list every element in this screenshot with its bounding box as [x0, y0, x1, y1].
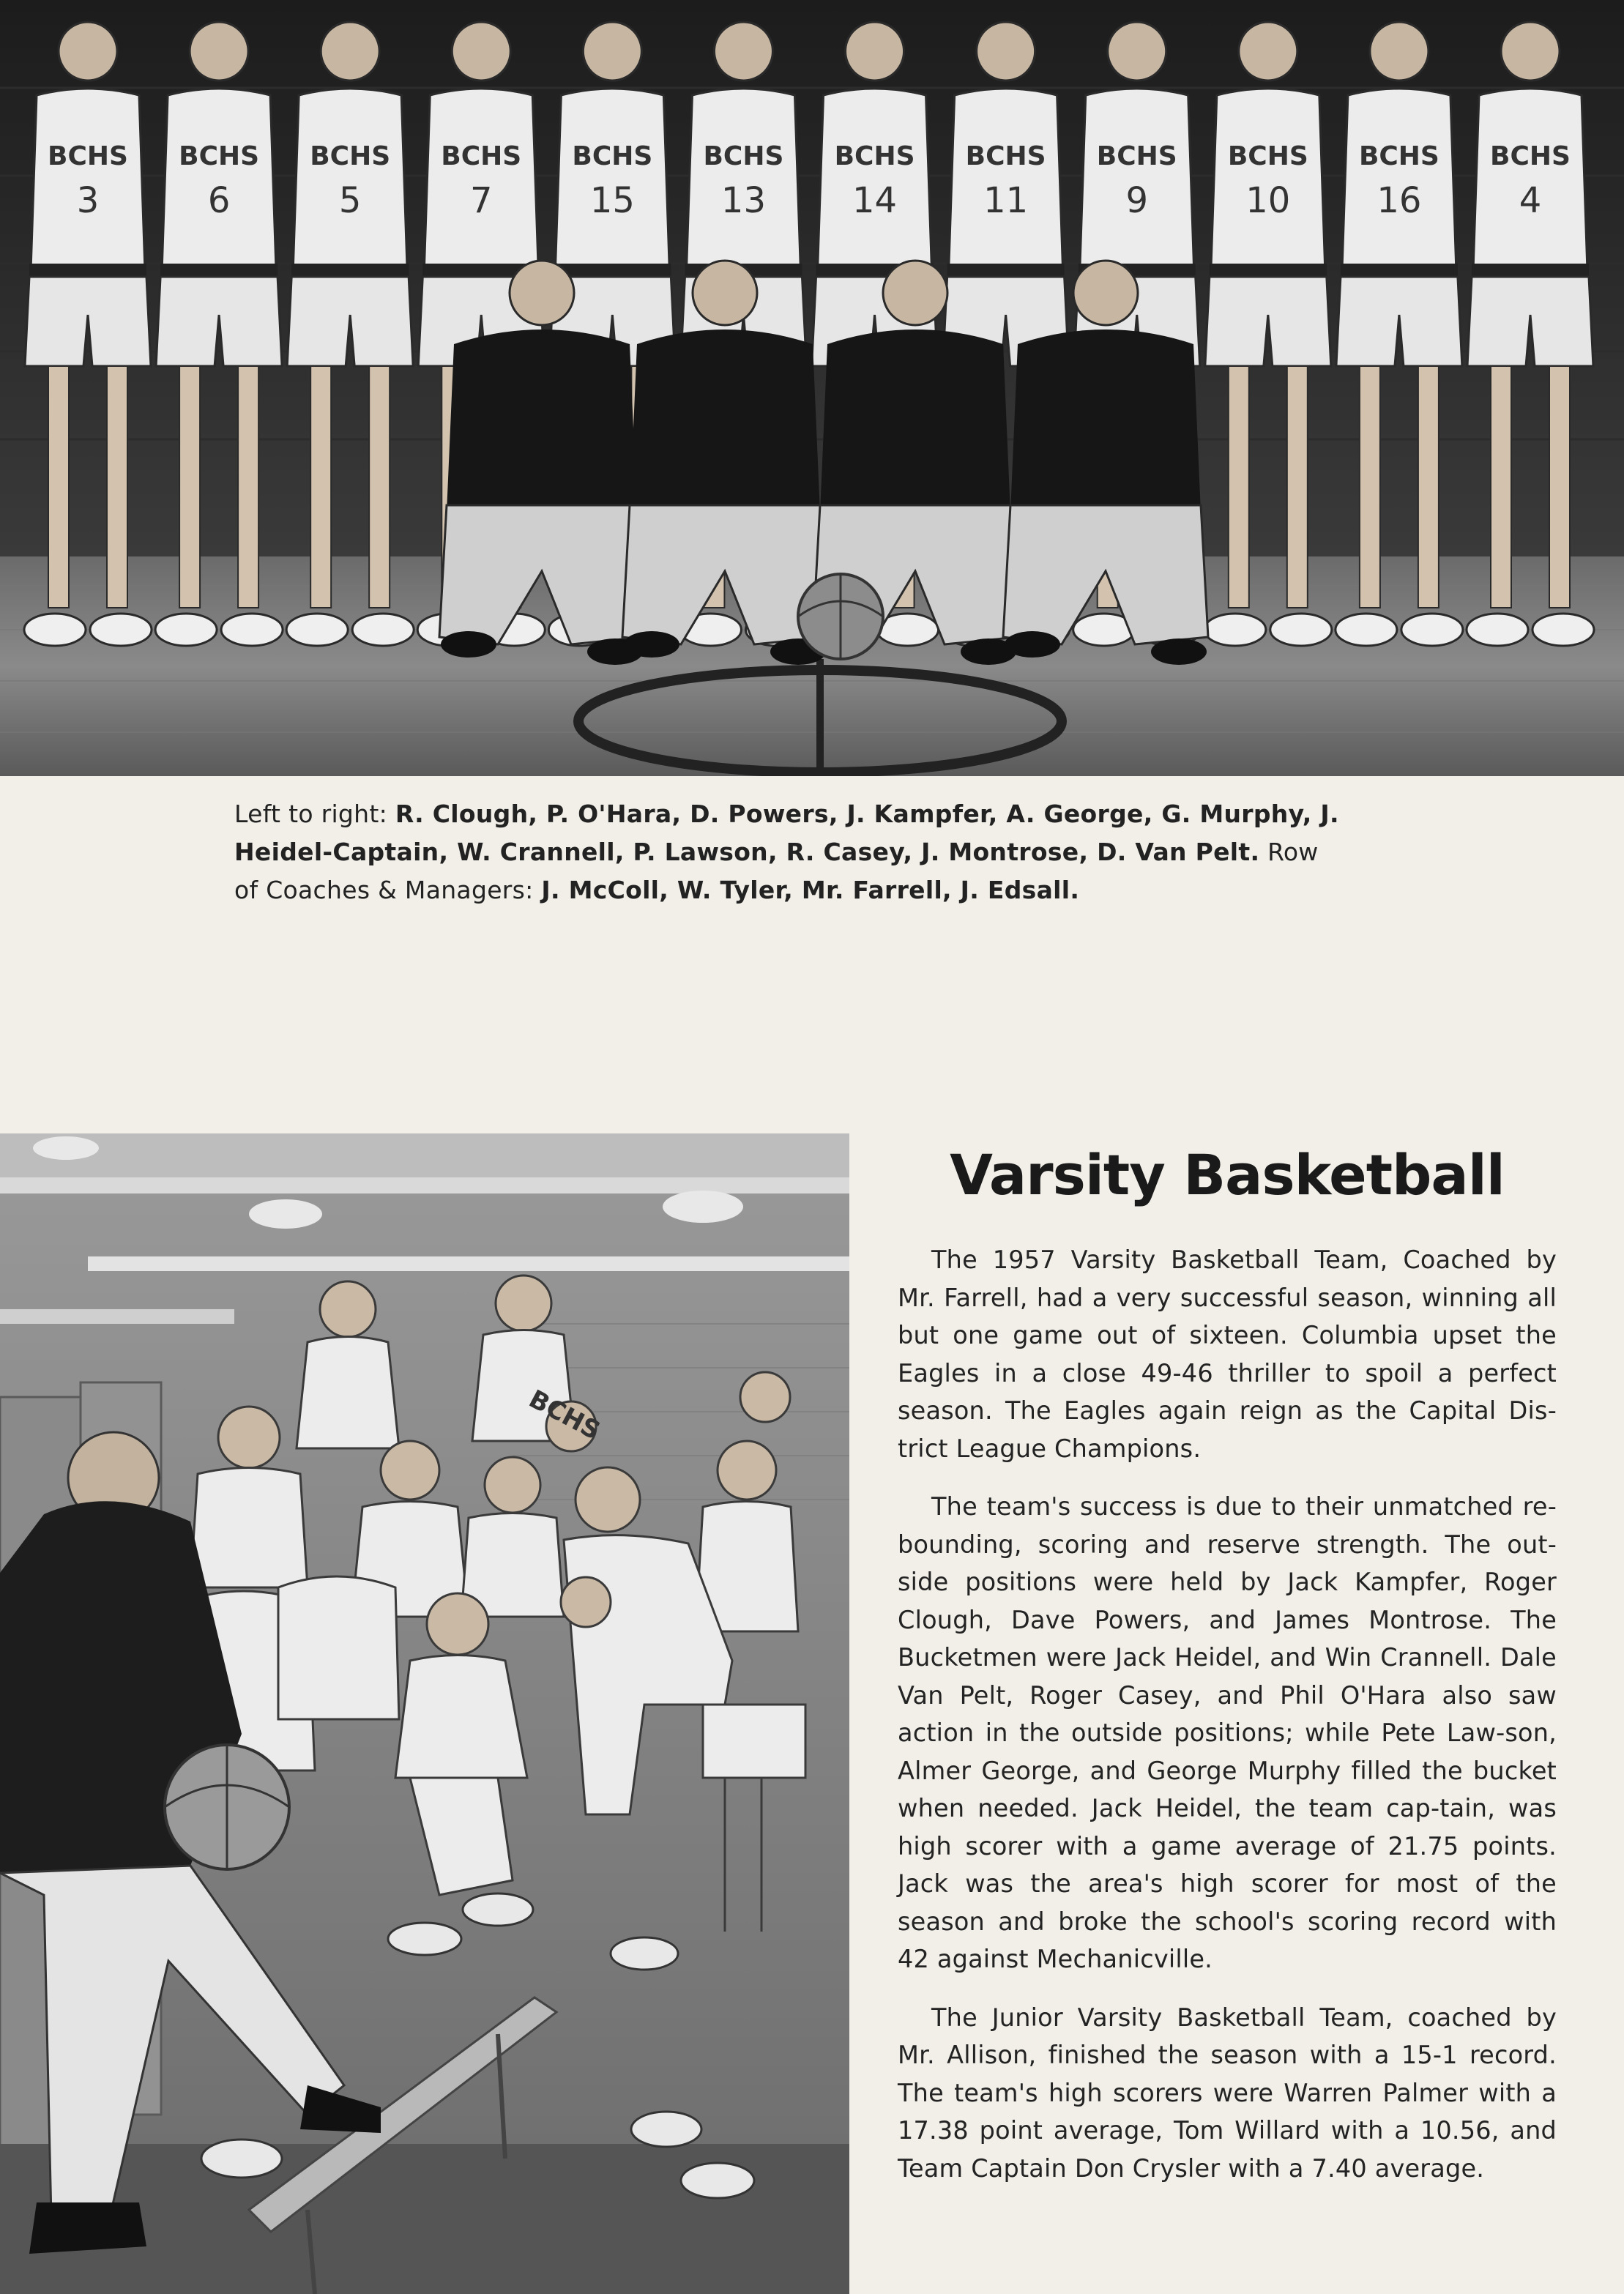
jersey-lettering: BCHS	[703, 141, 784, 171]
jersey-lettering: BCHS	[179, 141, 260, 171]
jersey-number: 3	[76, 180, 100, 221]
jersey-number: 15	[589, 180, 635, 221]
article-paragraph: The 1957 Varsity Basketball Team, Coached by Mr. Farrell, had a very successful season, winning all but one game out of sixteen. Columbia upset the Eagles in a close 49-46 thriller to spoil a perfect season. The Eagles again reign as the Capital Dis-trict League Champions.	[898, 1245, 1557, 1463]
ceiling-light-icon	[249, 1199, 322, 1229]
jersey-lettering: BCHS	[524, 1384, 606, 1446]
article-title: Varsity Basketball	[950, 1142, 1505, 1207]
jersey-lettering: BCHS	[572, 141, 653, 171]
jersey-number: 14	[852, 180, 898, 221]
jersey-lettering: BCHS	[834, 141, 915, 171]
jersey-number: 11	[983, 180, 1029, 221]
locker-room-photo	[0, 1133, 849, 2294]
jersey-number: 5	[338, 180, 362, 221]
jersey-lettering: BCHS	[310, 141, 391, 171]
jersey-number: 6	[207, 180, 231, 221]
caption-lead: Left to right:	[234, 800, 395, 828]
caption-coaches: J. McColl, W. Tyler, Mr. Farrell, J. Edsall.	[541, 876, 1080, 904]
article	[898, 1142, 1557, 2208]
jersey-lettering: BCHS	[1358, 141, 1439, 171]
jersey-number: 16	[1377, 180, 1422, 221]
caption-players: R. Clough, P. O'Hara, D. Powers, J. Kampfer, A. George, G. Murphy, J. Heidel-Captain, W. Crannell, P. Lawson, R. Casey, J. Montrose, D. Van Pelt.	[234, 800, 1339, 866]
ceiling-light-icon	[663, 1191, 743, 1223]
photo-caption	[234, 795, 1347, 909]
ceiling-light-icon	[33, 1136, 99, 1160]
article-paragraph: The team's success is due to their unmatched re-bounding, scoring and reserve strength. The out-side positions were held by Jack Kampfer, Roger Clough, Dave Powers, and James Montrose. The Bucketmen were Jack Heidel, and Win Crannell. Dale Van Pelt, Roger Casey, and Phil O'Hara also saw action in the outside positions; while Pete Law-son, Almer George, and George Murphy filled the bucket when needed. Jack Heidel, the team cap-tain, was high scorer with a game average of 21.75 points. Jack was the area's high scorer for most of the season and broke the school's scoring record with 42 against Mechanicville.	[898, 1492, 1557, 1973]
jersey-lettering: BCHS	[1096, 141, 1177, 171]
team-photo	[0, 0, 1624, 776]
jersey-lettering: BCHS	[965, 141, 1046, 171]
jersey-number: 4	[1519, 180, 1542, 221]
caption-coaches-lead: Row of Coaches & Managers:	[234, 838, 1319, 904]
jersey-lettering: BCHS	[48, 141, 128, 171]
jersey-lettering: BCHS	[1490, 141, 1571, 171]
article-paragraph: The Junior Varsity Basketball Team, coached by Mr. Allison, finished the season with a 15-1 record. The team's high scorers were Warren Palmer with a 17.38 point average, Tom Willard with a 10.56, and Team Captain Don Crysler with a 7.40 average.	[898, 2003, 1557, 2183]
jersey-number: 13	[720, 180, 766, 221]
jersey-lettering: BCHS	[441, 141, 522, 171]
jersey-number: 10	[1245, 180, 1291, 221]
jersey-lettering: BCHS	[1227, 141, 1308, 171]
jersey-number: 7	[469, 180, 493, 221]
jersey-number: 9	[1125, 180, 1149, 221]
